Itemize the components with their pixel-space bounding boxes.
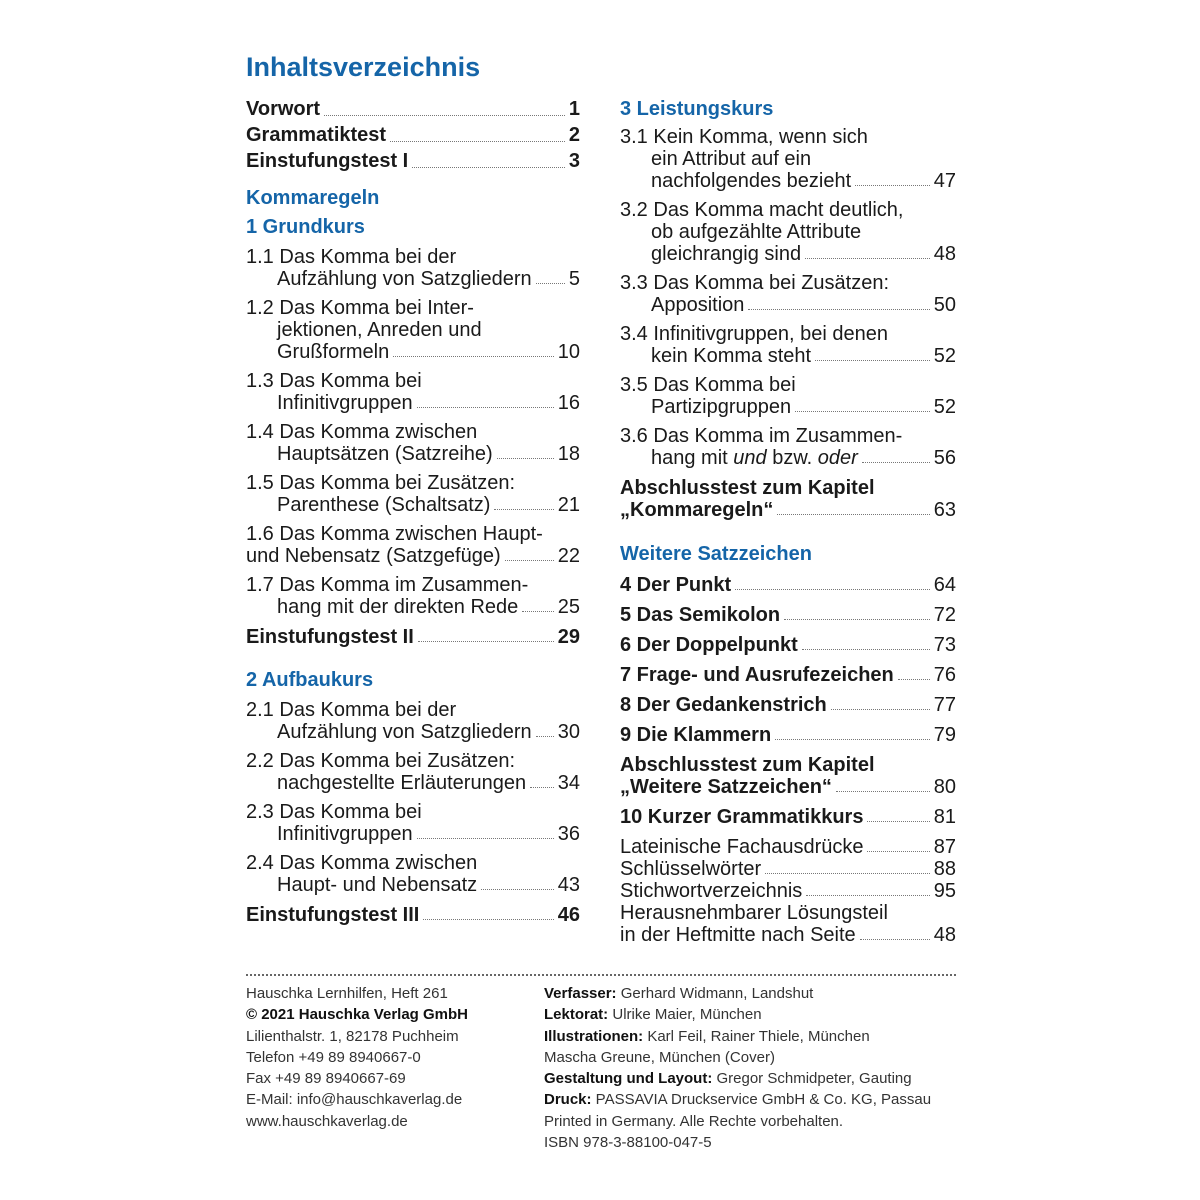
entry-page: 48 xyxy=(933,243,956,265)
entry-page: 73 xyxy=(933,634,956,656)
section-heading-leistungskurs: 3 Leistungskurs xyxy=(620,98,774,120)
toc-entry-2-2[interactable] xyxy=(246,750,580,794)
toc-entry-3-4[interactable] xyxy=(620,323,956,367)
entry-page: 52 xyxy=(933,396,956,418)
toc-left-column xyxy=(246,96,580,926)
entry-line: Das Komma zwischen xyxy=(279,852,478,874)
toc-entry-gedankenstrich[interactable] xyxy=(620,694,956,716)
toc-entry-1-5[interactable] xyxy=(246,472,580,516)
entry-page: 30 xyxy=(557,721,580,743)
entry-number: 3.5 xyxy=(620,374,648,396)
entry-line: Haupt- und Nebensatz xyxy=(277,874,478,896)
entry-line: Kein Komma, wenn sich xyxy=(653,126,868,148)
toc-entry-3-5[interactable] xyxy=(620,374,956,418)
toc-entry-loesungsteil[interactable] xyxy=(620,902,956,946)
toc-entry-einstufungstest-2[interactable] xyxy=(246,626,580,648)
entry-page: 1 xyxy=(568,98,580,120)
entry-line: Partizipgruppen xyxy=(651,396,792,418)
imprint-copyright xyxy=(246,1004,468,1025)
credit-line xyxy=(544,1089,931,1110)
credit-value: Printed in Germany. Alle Rechte vorbehalten. xyxy=(544,1112,844,1130)
entry-line: Das Komma bei Inter- xyxy=(279,297,474,319)
credit-key: Druck: xyxy=(544,1091,592,1109)
entry-line: kein Komma steht xyxy=(651,345,812,367)
entry-page: 16 xyxy=(557,392,580,414)
toc-entry-semikolon[interactable] xyxy=(620,604,956,626)
entry-line: Das Komma zwischen Haupt- xyxy=(279,523,543,545)
entry-label: Einstufungstest I xyxy=(246,150,409,172)
entry-line: Das Komma bei xyxy=(279,801,422,823)
entry-line: „Weitere Satzzeichen“ xyxy=(620,776,832,798)
toc-entry-2-1[interactable] xyxy=(246,699,580,743)
entry-label: 5 Das Semikolon xyxy=(620,604,781,626)
imprint-website[interactable]: www.hauschkaverlag.de xyxy=(246,1112,408,1130)
toc-entry-fachausdruecke[interactable] xyxy=(620,836,956,858)
entry-text: hang mit xyxy=(651,447,734,469)
entry-label: Lateinische Fachausdrücke xyxy=(620,836,864,858)
entry-line: Das Komma bei Zusätzen: xyxy=(279,472,516,494)
toc-entry-1-1[interactable] xyxy=(246,246,580,290)
entry-line: Das Komma bei xyxy=(653,374,796,396)
toc-entry-doppelpunkt[interactable] xyxy=(620,634,956,656)
toc-entry-2-3[interactable] xyxy=(246,801,580,845)
section-heading-weitere-satzzeichen: Weitere Satzzeichen xyxy=(620,543,812,565)
entry-page: 25 xyxy=(557,596,580,618)
entry-text-italic: und xyxy=(733,447,767,469)
entry-number: 3.2 xyxy=(620,199,648,221)
credit-line xyxy=(544,1111,931,1132)
entry-page: 21 xyxy=(557,494,580,516)
entry-page: 79 xyxy=(933,724,956,746)
entry-number: 3.3 xyxy=(620,272,648,294)
toc-entry-einstufungstest-1[interactable] xyxy=(246,148,580,174)
credit-value: Gregor Schmidpeter, Gauting xyxy=(712,1070,912,1088)
entry-page: 18 xyxy=(557,443,580,465)
imprint-line: Telefon +49 89 8940667-0 xyxy=(246,1048,421,1066)
entry-label: 6 Der Doppelpunkt xyxy=(620,634,798,656)
entry-line: ob aufgezählte Attribute xyxy=(651,221,862,243)
entry-line: Das Komma bei der xyxy=(279,246,457,268)
toc-entry-3-3[interactable] xyxy=(620,272,956,316)
imprint-credits xyxy=(544,983,931,1153)
entry-line: Infinitivgruppen, bei denen xyxy=(653,323,888,345)
toc-entry-grammatikkurs[interactable] xyxy=(620,806,956,828)
toc-entry-abschlusstest-weitere[interactable] xyxy=(620,754,956,798)
entry-label: 7 Frage- und Ausrufezeichen xyxy=(620,664,894,686)
toc-entry-frage-ausrufezeichen[interactable] xyxy=(620,664,956,686)
entry-page: 5 xyxy=(568,268,580,290)
entry-line: Das Komma im Zusammen- xyxy=(653,425,903,447)
toc-right-column xyxy=(620,96,956,946)
entry-page: 87 xyxy=(933,836,956,858)
entry-line: jektionen, Anreden und xyxy=(277,319,482,341)
entry-label: 4 Der Punkt xyxy=(620,574,732,596)
imprint-email[interactable]: E-Mail: info@hauschkaverlag.de xyxy=(246,1091,463,1109)
entry-number: 3.1 xyxy=(620,126,648,148)
entry-number: 1.5 xyxy=(246,472,274,494)
entry-page: 29 xyxy=(557,626,580,648)
toc-entry-klammern[interactable] xyxy=(620,724,956,746)
entry-number: 1.1 xyxy=(246,246,274,268)
entry-line xyxy=(651,447,858,469)
entry-text: bzw. xyxy=(766,447,818,469)
section-heading-aufbaukurs: 2 Aufbaukurs xyxy=(246,669,374,691)
entry-page: 56 xyxy=(933,447,956,469)
entry-page: 2 xyxy=(568,124,580,146)
entry-line: Abschlusstest zum Kapitel xyxy=(620,754,875,776)
entry-page: 64 xyxy=(933,574,956,596)
entry-number: 1.6 xyxy=(246,523,274,545)
entry-line: Grußformeln xyxy=(277,341,390,363)
toc-entry-vorwort[interactable] xyxy=(246,96,580,122)
entry-line: in der Heftmitte nach Seite xyxy=(620,924,856,946)
entry-page: 48 xyxy=(933,924,956,946)
entry-page: 34 xyxy=(557,772,580,794)
credit-value: PASSAVIA Druckservice GmbH & Co. KG, Passau xyxy=(591,1091,932,1109)
toc-entry-1-2[interactable] xyxy=(246,297,580,363)
entry-label: Vorwort xyxy=(246,98,321,120)
entry-page: 10 xyxy=(557,341,580,363)
entry-number: 2.4 xyxy=(246,852,274,874)
entry-line: „Kommaregeln“ xyxy=(620,499,774,521)
toc-entry-punkt[interactable] xyxy=(620,574,956,596)
entry-number: 1.7 xyxy=(246,574,274,596)
entry-number: 2.1 xyxy=(246,699,274,721)
entry-line: nachgestellte Erläuterungen xyxy=(277,772,527,794)
toc-entry-einstufungstest-3[interactable] xyxy=(246,904,580,926)
entry-label: Einstufungstest III xyxy=(246,904,420,926)
entry-page: 63 xyxy=(933,499,956,521)
entry-page: 88 xyxy=(933,858,956,880)
toc-entry-3-6[interactable] xyxy=(620,425,956,469)
credit-line xyxy=(544,1068,931,1089)
credit-line xyxy=(544,1132,931,1153)
toc-entry-grammatiktest[interactable] xyxy=(246,122,580,148)
entry-line: nachfolgendes bezieht xyxy=(651,170,852,192)
entry-line: Abschlusstest zum Kapitel xyxy=(620,477,875,499)
entry-number: 3.4 xyxy=(620,323,648,345)
imprint-publisher xyxy=(246,983,468,1132)
credit-value: ISBN 978-3-88100-047-5 xyxy=(544,1134,712,1152)
entry-page: 43 xyxy=(557,874,580,896)
toc-entry-stichwortverzeichnis[interactable] xyxy=(620,880,956,902)
entry-number: 1.2 xyxy=(246,297,274,319)
entry-label: 8 Der Gedankenstrich xyxy=(620,694,827,716)
entry-page: 72 xyxy=(933,604,956,626)
entry-line: Hauptsätzen (Satzreihe) xyxy=(277,443,493,465)
credit-line xyxy=(544,1047,931,1068)
toc-entry-1-7[interactable] xyxy=(246,574,580,618)
entry-line: Das Komma zwischen xyxy=(279,421,478,443)
entry-label: Schlüsselwörter xyxy=(620,858,762,880)
entry-line: Das Komma macht deutlich, xyxy=(653,199,904,221)
credit-key: Illustrationen: xyxy=(544,1027,644,1045)
entry-page: 80 xyxy=(933,776,956,798)
toc-entry-1-3[interactable] xyxy=(246,370,580,414)
entry-line: Das Komma bei Zusätzen: xyxy=(279,750,516,772)
entry-label: 10 Kurzer Grammatikkurs xyxy=(620,806,864,828)
entry-number: 1.3 xyxy=(246,370,274,392)
entry-line: gleichrangig sind xyxy=(651,243,802,265)
credit-key: Lektorat: xyxy=(544,1006,609,1024)
entry-number: 2.2 xyxy=(246,750,274,772)
toc-entry-3-1[interactable] xyxy=(620,126,956,192)
entry-page: 77 xyxy=(933,694,956,716)
entry-label: Stichwortverzeichnis xyxy=(620,880,803,902)
entry-page: 81 xyxy=(933,806,956,828)
entry-line: Apposition xyxy=(651,294,745,316)
entry-page: 3 xyxy=(568,150,580,172)
imprint-line: Lilienthalstr. 1, 82178 Puchheim xyxy=(246,1027,459,1045)
toc-entry-2-4[interactable] xyxy=(246,852,580,896)
entry-page: 47 xyxy=(933,170,956,192)
toc-entry-1-6[interactable] xyxy=(246,523,580,567)
entry-page: 22 xyxy=(557,545,580,567)
toc-entry-schluesselwoerter[interactable] xyxy=(620,858,956,880)
credit-line xyxy=(544,983,931,1004)
entry-page: 95 xyxy=(933,880,956,902)
entry-line: hang mit der direkten Rede xyxy=(277,596,519,618)
entry-line: Das Komma im Zusammen- xyxy=(279,574,529,596)
imprint-line: © 2021 Hauschka Verlag GmbH xyxy=(246,1006,468,1024)
toc-entry-3-2[interactable] xyxy=(620,199,956,265)
entry-number: 3.6 xyxy=(620,425,648,447)
credit-key: Verfasser: xyxy=(544,985,617,1002)
page-title: Inhaltsverzeichnis xyxy=(246,52,481,82)
credit-line xyxy=(544,1004,931,1025)
credit-value: Ulrike Maier, München xyxy=(608,1006,762,1024)
toc-entry-abschlusstest-kommaregeln[interactable] xyxy=(620,477,956,521)
section-heading-grundkurs: 1 Grundkurs xyxy=(246,216,365,238)
entry-text-italic: oder xyxy=(817,447,858,469)
entry-label: 9 Die Klammern xyxy=(620,724,772,746)
toc-entry-1-4[interactable] xyxy=(246,421,580,465)
entry-label: Grammatiktest xyxy=(246,124,387,146)
entry-line: Das Komma bei xyxy=(279,370,422,392)
entry-line: Infinitivgruppen xyxy=(277,392,413,414)
entry-line: ein Attribut auf ein xyxy=(651,148,812,170)
entry-line: und Nebensatz (Satzgefüge) xyxy=(246,545,501,567)
credit-value: Gerhard Widmann, Landshut xyxy=(616,985,814,1002)
entry-label: Einstufungstest II xyxy=(246,626,414,648)
entry-line: Das Komma bei der xyxy=(279,699,457,721)
dotted-divider xyxy=(246,974,956,976)
entry-number: 1.4 xyxy=(246,421,274,443)
entry-page: 76 xyxy=(933,664,956,686)
imprint-line: Fax +49 89 8940667-69 xyxy=(246,1070,406,1088)
section-heading-kommaregeln: Kommaregeln xyxy=(246,187,380,209)
credit-line xyxy=(544,1026,931,1047)
entry-number: 2.3 xyxy=(246,801,274,823)
entry-line: Das Komma bei Zusätzen: xyxy=(653,272,890,294)
entry-page: 52 xyxy=(933,345,956,367)
imprint-line: Hauschka Lernhilfen, Heft 261 xyxy=(246,985,448,1002)
entry-page: 36 xyxy=(557,823,580,845)
entry-line: Parenthese (Schaltsatz) xyxy=(277,494,491,516)
entry-line: Infinitivgruppen xyxy=(277,823,413,845)
credit-key: Gestaltung und Layout: xyxy=(544,1070,713,1088)
entry-line: Herausnehmbarer Lösungsteil xyxy=(620,902,888,924)
credit-value: Mascha Greune, München (Cover) xyxy=(544,1048,775,1066)
entry-page: 46 xyxy=(557,904,580,926)
entry-line: Aufzählung von Satzgliedern xyxy=(277,721,532,743)
credit-value: Karl Feil, Rainer Thiele, München xyxy=(643,1027,870,1045)
entry-line: Aufzählung von Satzgliedern xyxy=(277,268,532,290)
entry-page: 50 xyxy=(933,294,956,316)
